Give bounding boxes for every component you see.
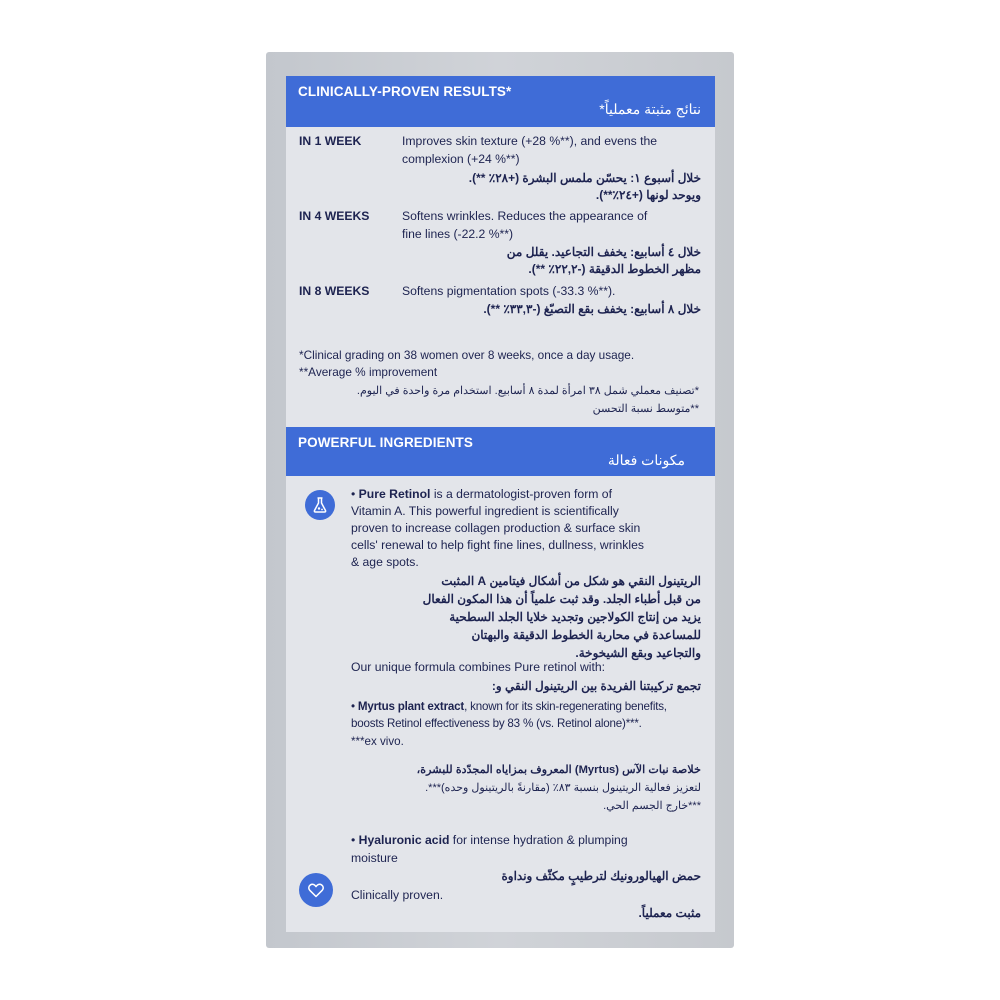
myrtus-line1: • Myrtus plant extract, known for its skin-regenerating benefits, [351,700,667,713]
myrtus-text-1: , known for its skin-regenerating benefits, [464,700,667,713]
week1-label: IN 1 WEEK [299,134,362,148]
week1-text-ar-line2: ويوحد لونها (+٢٤٪**). [595,188,701,202]
week1-text-ar-line1: خلال أسبوع ١: يحسّن ملمس البشرة (+٢٨٪ **). [468,171,701,185]
heart-icon [299,873,333,907]
clinically-proven-ar: مثبت معملياً. [638,906,701,920]
clinically-proven: Clinically proven. [351,888,444,902]
week8-text-ar-line1: خلال ٨ أسابيع: يخفف بقع التصبّغ (-٣٣,٣٪ **). [483,302,701,316]
retinol-text-1: is a dermatologist-proven form of [430,487,612,501]
retinol-ar-line2: من قبل أطباء الجلد. وقد ثبت علمياً أن هذا المكون الفعال [422,592,701,606]
retinol-ar-line3: يزيد من إنتاج الكولاجين وتجديد خلايا الجلد السطحية [449,610,701,624]
week4-text-line1: Softens wrinkles. Reduces the appearance of [402,209,648,223]
retinol-line1: • Pure Retinol is a dermatologist-proven form of [351,487,612,501]
footnote-average-ar: **متوسط نسبة التحسن [592,403,699,415]
flask-icon [305,490,335,520]
hyaluronic-ar: حمض الهيالورونيك لترطيبٍ مكثّف ونداوة [501,869,701,883]
week4-text-ar-line2: مظهر الخطوط الدقيقة (-٢٢,٢٪ **). [528,262,701,276]
hyaluronic-title: Hyaluronic acid [358,833,450,847]
week8-label: IN 8 WEEKS [299,284,370,298]
formula-text-ar: تجمع تركيبتنا الفريدة بين الريتينول النقي و: [491,679,701,693]
formula-text: Our unique formula combines Pure retinol with: [351,660,606,674]
footnote-clinical: *Clinical grading on 38 women over 8 weeks, once a day usage. [299,348,635,362]
retinol-ar-line4: للمساعدة في محاربة الخطوط الدقيقة والبهتان [471,628,701,642]
retinol-line3: proven to increase collagen production & surface skin [351,521,641,535]
week4-text-ar-line1: خلال ٤ أسابيع: يخفف التجاعيد. يقلل من [506,245,701,259]
myrtus-line2: boosts Retinol effectiveness by 83 % (vs. Retinol alone)***. [351,717,642,730]
hyaluronic-line2: moisture [351,851,398,865]
retinol-ar-line5: والتجاعيد وبقع الشيخوخة. [575,646,701,660]
ingredients-title: POWERFUL INGREDIENTS [298,435,474,450]
ingredients-title-ar: مكونات فعالة [607,452,685,468]
week4-text-line2: fine lines (-22.2 %**) [402,227,514,241]
myrtus-title: Myrtus plant extract [357,700,465,713]
myrtus-line3: ***ex vivo. [351,735,404,748]
hyaluronic-line1: • Hyaluronic acid for intense hydration & plumping [351,833,628,847]
results-header [286,76,715,127]
footnote-average: **Average % improvement [299,365,438,379]
myrtus-ar-line2: لتعزيز فعالية الريتينول بنسبة ٨٣٪ (مقارنةً بالريتينول وحده)***. [425,782,701,794]
myrtus-ar-line1: خلاصة نبات الآس (Myrtus) المعروف بمزاياه المجدّدة للبشرة، [416,764,701,776]
footnote-clinical-ar: *تصنيف معملي شمل ٣٨ امرأة لمدة ٨ أسابيع. استخدام مرة واحدة في اليوم. [356,385,699,397]
retinol-ar-line1: الريتينول النقي هو شكل من أشكال فيتامين A المثبت [441,574,701,588]
myrtus-ar-line3: ***خارج الجسم الحي. [603,800,701,812]
week1-text-line1: Improves skin texture (+28 %**), and evens the [402,134,658,148]
retinol-line5: & age spots. [351,555,419,569]
retinol-line4: cells' renewal to help fight fine lines, dullness, wrinkles [351,538,644,552]
results-title-ar: نتائج مثبتة معملياً* [599,101,701,117]
week8-text-line1: Softens pigmentation spots (-33.3 %**). [402,284,616,298]
week4-label: IN 4 WEEKS [299,209,370,223]
retinol-line2: Vitamin A. This powerful ingredient is scientifically [351,504,619,518]
week1-text-line2: complexion (+24 %**) [402,152,520,166]
hyaluronic-text-1: for intense hydration & plumping [449,833,628,847]
ingredients-header [286,427,715,476]
retinol-title: Pure Retinol [358,487,431,501]
label-panel [286,76,715,932]
results-title: CLINICALLY-PROVEN RESULTS* [298,84,512,99]
